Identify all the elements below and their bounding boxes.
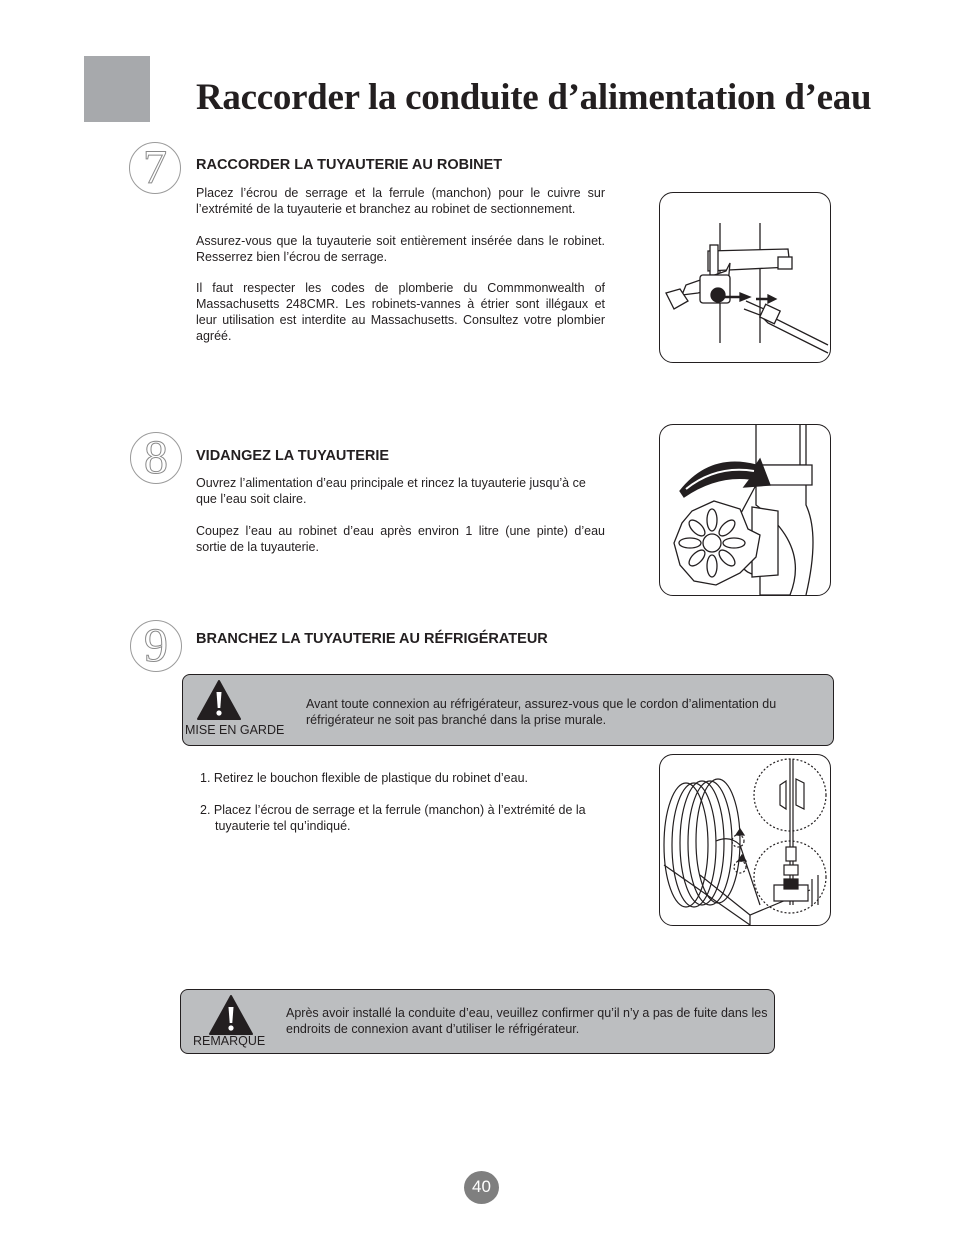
page-title: Raccorder la conduite d’alimentation d’eau xyxy=(196,77,872,118)
step-7-paragraph-3: Il faut respecter les codes de plomberie du Commmonwealth of Massachusetts 248CMR. Les robinets-vannes à étrier sont illégaux et leur utilisation est interdite au Massachusetts. Consultez votre plombier agréé. xyxy=(196,281,605,343)
step-7-paragraph-1: Placez l’écrou de serrage et la ferrule (manchon) pour le cuivre sur l’extrémité de la tuyauterie et branchez au robinet de sectionnement. xyxy=(196,186,605,216)
step-9-heading: BRANCHEZ LA TUYAUTERIE AU RÉFRIGÉRATEUR xyxy=(196,631,548,647)
step-7-illustration-valve xyxy=(659,192,831,363)
step-9-number: 9 xyxy=(130,620,182,672)
step-9-illustration-refrigerator-connection xyxy=(659,754,831,926)
note-box xyxy=(180,989,775,1054)
step-8-paragraph-2: Coupez l’eau au robinet d’eau après environ 1 litre (une pinte) d’eau sortie de la tuyauterie. xyxy=(196,524,605,554)
step-7-heading: RACCORDER LA TUYAUTERIE AU ROBINET xyxy=(196,157,503,173)
page-number: 40 xyxy=(464,1171,499,1204)
step-7-paragraph-2: Assurez-vous que la tuyauterie soit entièrement insérée dans le robinet. Resserrez bien l’écrou de serrage. xyxy=(196,234,605,264)
refrigerator-connection-drawing xyxy=(660,755,830,925)
note-label: REMARQUE xyxy=(193,1034,266,1048)
caution-text: Avant toute connexion au réfrigérateur, assurez-vous que le cordon d’alimentation du réfrigérateur ne soit pas branché dans la prise murale. xyxy=(306,697,777,727)
note-text: Après avoir installé la conduite d’eau, veuillez confirmer qu’il n’y a pas de fuite dans les endroits de connexion avant d’utiliser le réfrigérateur. xyxy=(286,1006,768,1036)
header-grey-square xyxy=(84,56,150,122)
caution-box xyxy=(182,674,834,746)
step-8-paragraph-1: Ouvrez l’alimentation d’eau principale et rincez la tuyauterie jusqu’à ce que l’eau soit claire. xyxy=(196,476,586,506)
saddle-valve-drawing xyxy=(660,193,830,362)
warning-triangle-icon xyxy=(197,679,241,721)
warning-triangle-icon xyxy=(209,994,253,1036)
step-7-number: 7 xyxy=(129,142,181,194)
step-8-number: 8 xyxy=(130,432,182,484)
faucet-handle-drawing xyxy=(660,425,830,595)
step-9-instructions-list xyxy=(200,770,620,850)
list-item: 2. Placez l’écrou de serrage et la ferrule (manchon) à l’extrémité de la tuyauterie tel qu’indiqué. xyxy=(200,803,586,833)
step-8-heading: VIDANGEZ LA TUYAUTERIE xyxy=(196,448,390,464)
list-item: 1. Retirez le bouchon flexible de plastique du robinet d’eau. xyxy=(200,771,528,785)
step-8-illustration-faucet xyxy=(659,424,831,596)
caution-label: MISE EN GARDE xyxy=(185,723,285,737)
